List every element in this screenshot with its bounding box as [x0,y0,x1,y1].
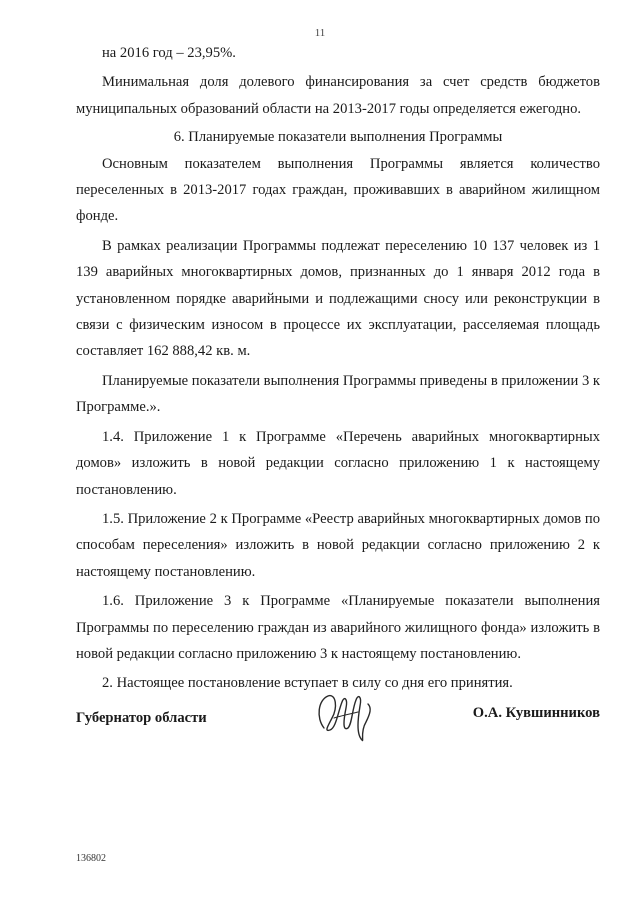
paragraph-8: 1.6. Приложение 3 к Программе «Планируемые показатели выполнения Программы по переселению граждан из аварийного жилищного фонда» изложить в новой редакции согласно приложению 3 к настоящему постановлению. [76,593,600,662]
section-heading: 6. Планируемые показатели выполнения Программы [173,129,503,146]
document-body [76,40,600,697]
paragraph-4: В рамках реализации Программы подлежат переселению 10 137 человек из 1 139 аварийных многоквартирных домов, признанных до 1 января 2012 года в установленном порядке аварийными и подлежащими сносу или реконструкции в связи с физическим износом в процессе их эксплуатации, расселяемая площадь составляет 162 888,42 кв. м. [76,237,600,360]
paragraph-5: Планируемые показатели выполнения Программы приведены в приложении 3 к Программе.». [76,372,600,416]
paragraph-9: 2. Настоящее постановление вступает в силу со дня его принятия. [102,675,513,692]
paragraph-3: Основным показателем выполнения Программы является количество переселенных в 2013-2017 годах граждан, проживавших в аварийном жилищном фонде. [76,155,600,225]
paragraph-6: 1.4. Приложение 1 к Программе «Перечень аварийных многоквартирных домов» изложить в новой редакции согласно приложению 1 к настоящему постановлению. [76,428,600,498]
document-code: 136802 [76,853,106,864]
signer-title: Губернатор области [76,710,207,726]
paragraph-7: 1.5. Приложение 2 к Программе «Реестр аварийных многоквартирных домов по способам переселения» изложить в новой редакции согласно приложению 2 к настоящему постановлению. [76,510,600,580]
paragraph-1: на 2016 год – 23,95%. [102,45,236,61]
page-number: 11 [314,27,326,39]
paragraph-2: Минимальная доля долевого финансирования за счет средств бюджетов муниципальных образований области на 2013-2017 годы определяется ежегодно. [76,74,600,117]
signature-block [76,688,600,748]
handwritten-signature [314,688,376,746]
signer-name: О.А. Кувшинников [472,705,600,721]
